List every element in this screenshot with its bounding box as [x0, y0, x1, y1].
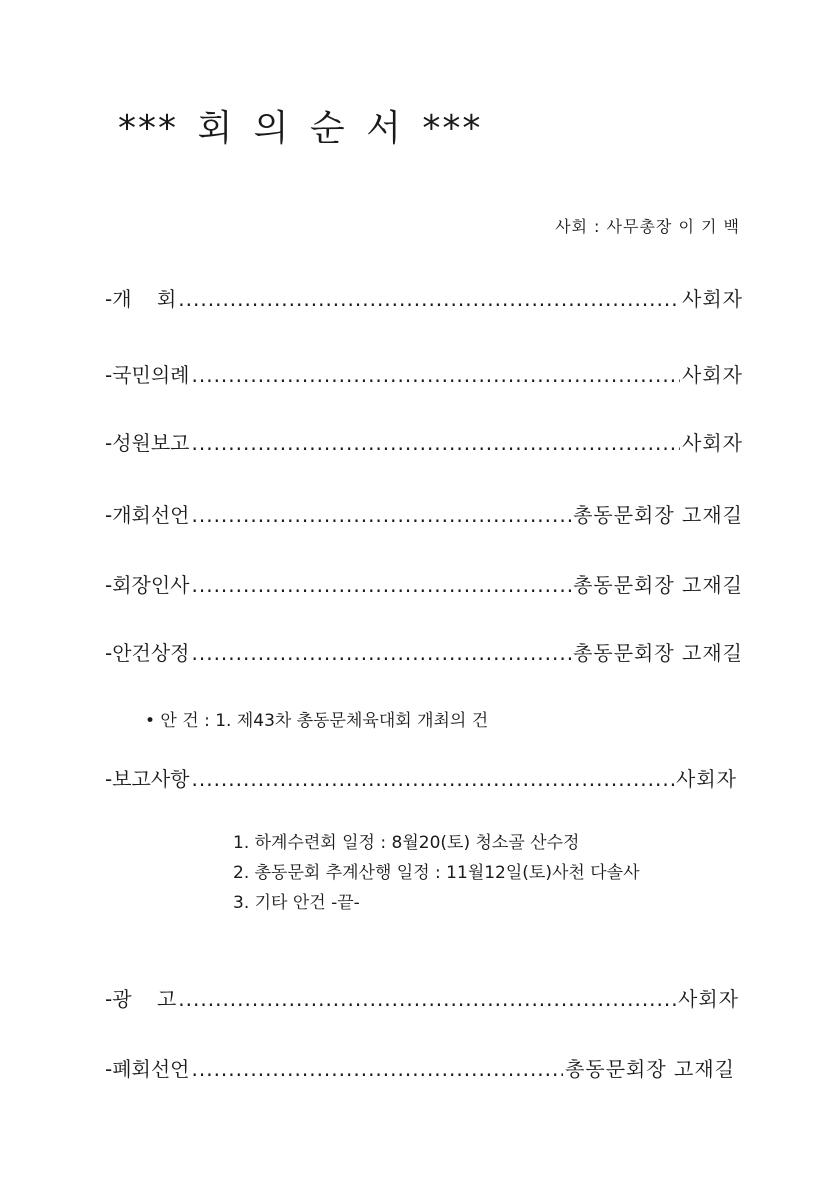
agenda-note: • 안 건 : 1. 제43차 총동문체육대회 개최의 건 [145, 711, 489, 731]
leader-dots [178, 286, 680, 312]
agenda-row-opening-declaration [105, 500, 743, 528]
host-line: 사회 : 사무총장 이 기 백 [555, 217, 740, 236]
agenda-row-president-greeting [105, 570, 743, 598]
leader-dots [192, 640, 572, 666]
leader-dots [192, 572, 572, 598]
list-item: 2. 총동문회 추계산행 일정 : 11월12일(토)사천 다솔사 [233, 863, 640, 883]
agenda-row-closing-declaration [105, 1054, 735, 1082]
agenda-person: 총동문회장 고재길 [565, 1057, 735, 1081]
agenda-person: 총동문회장 고재길 [573, 503, 743, 527]
agenda-label: -회장인사 [105, 573, 190, 597]
agenda-person: 총동문회장 고재길 [573, 641, 743, 665]
agenda-person: 사회자 [678, 987, 739, 1011]
agenda-label: -폐회선언 [105, 1057, 190, 1081]
leader-dots [192, 766, 675, 792]
agenda-label: -개 회 [105, 287, 177, 311]
leader-dots [192, 1056, 564, 1082]
list-item: 3. 기타 안건 -끝- [233, 893, 360, 913]
list-item: 1. 하계수련회 일정 : 8월20(토) 청소골 산수정 [233, 833, 580, 853]
agenda-row-national-ceremony [105, 360, 743, 388]
agenda-label: -개회선언 [105, 503, 190, 527]
document-title: *** 회 의 순 서 *** [118, 108, 483, 149]
leader-dots [192, 502, 572, 528]
agenda-label: -광 고 [105, 987, 177, 1011]
agenda-label: -보고사항 [105, 767, 190, 791]
agenda-label: -안건상정 [105, 641, 190, 665]
agenda-row-report [105, 764, 737, 792]
agenda-person: 사회자 [682, 363, 743, 387]
agenda-person: 총동문회장 고재길 [573, 573, 743, 597]
agenda-label: -성원보고 [105, 431, 190, 455]
agenda-row-agenda-proposal [105, 638, 743, 666]
agenda-label: -국민의례 [105, 363, 190, 387]
leader-dots [192, 430, 681, 456]
agenda-row-opening [105, 284, 743, 312]
agenda-person: 사회자 [676, 767, 737, 791]
agenda-person: 사회자 [682, 287, 743, 311]
agenda-row-quorum-report [105, 428, 743, 456]
leader-dots [192, 362, 681, 388]
report-items-list [233, 828, 640, 918]
leader-dots [178, 986, 676, 1012]
agenda-person: 사회자 [682, 431, 743, 455]
agenda-row-announcements [105, 984, 739, 1012]
